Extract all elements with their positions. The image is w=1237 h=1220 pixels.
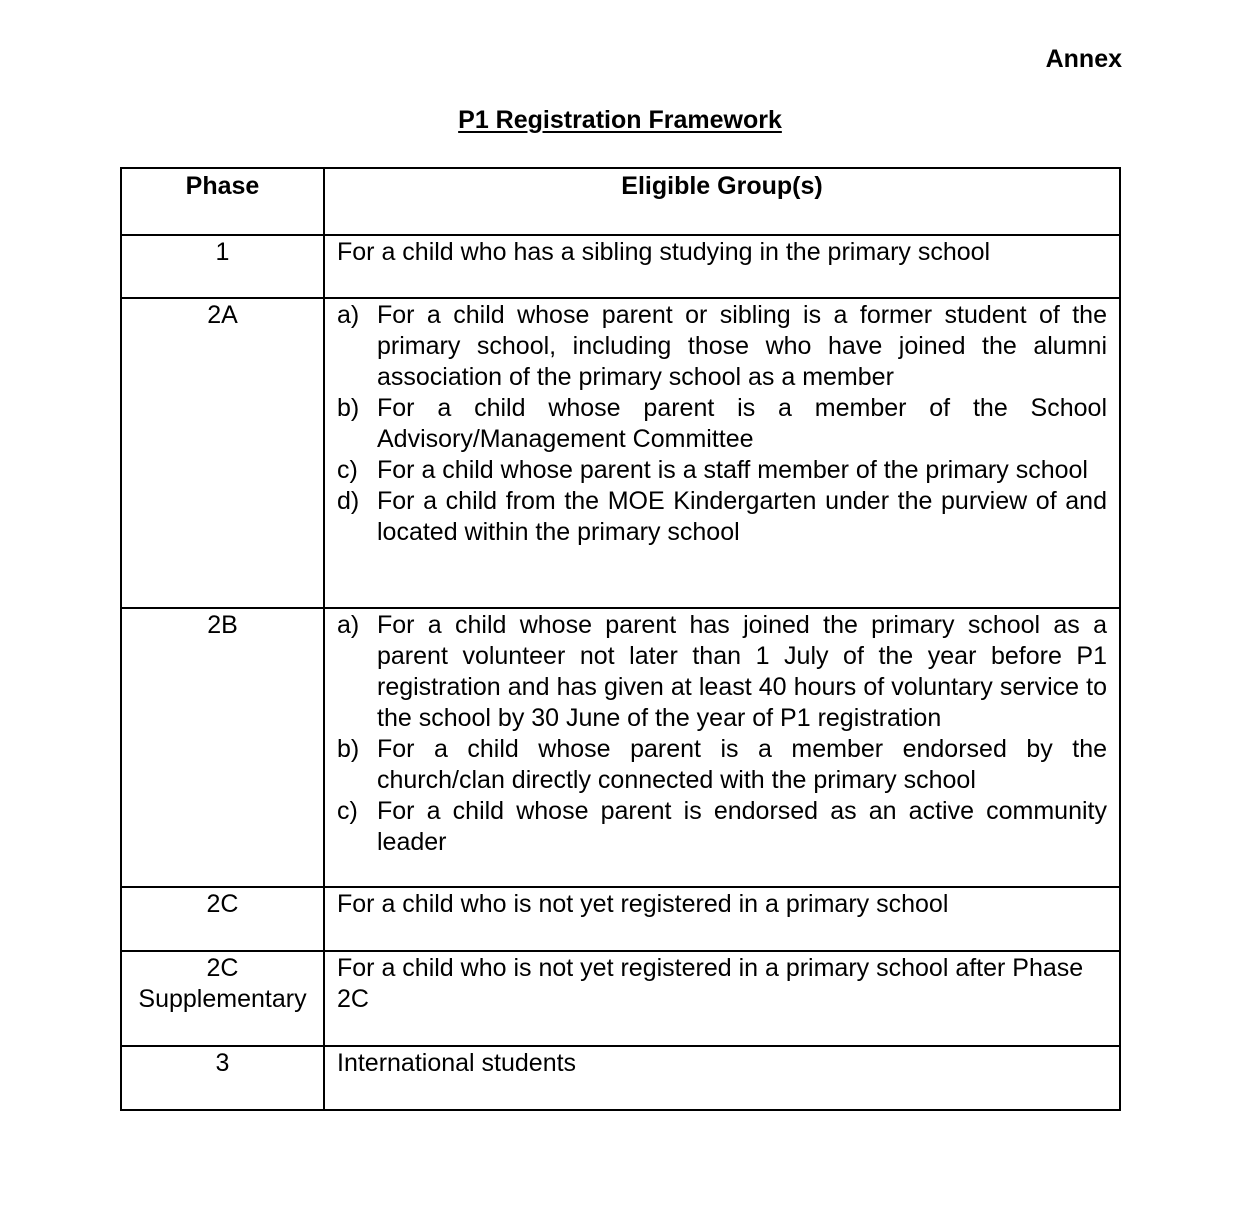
list-item bbox=[337, 393, 1107, 455]
column-header-phase: Phase bbox=[121, 168, 324, 235]
list-marker: b) bbox=[337, 735, 360, 763]
table-row bbox=[121, 608, 1120, 887]
table-row bbox=[121, 298, 1120, 608]
list-marker: d) bbox=[337, 487, 360, 515]
annex-label: Annex bbox=[1045, 45, 1122, 73]
eligible-group-cell: International students bbox=[324, 1046, 1120, 1110]
table-row bbox=[121, 887, 1120, 951]
phase-cell: 2C bbox=[121, 887, 324, 951]
list-marker: a) bbox=[337, 611, 360, 639]
phase-cell: 1 bbox=[121, 235, 324, 298]
list-item bbox=[337, 455, 1107, 486]
phase-cell: 2B bbox=[121, 608, 324, 887]
eligible-group-list bbox=[337, 610, 1107, 858]
list-item-text: For a child from the MOE Kindergarten under the purview of and located within the primary school bbox=[377, 487, 1107, 546]
list-marker: a) bbox=[337, 301, 360, 329]
table-header-row bbox=[121, 168, 1120, 235]
list-item bbox=[337, 300, 1107, 393]
eligible-group-cell bbox=[324, 608, 1120, 887]
eligible-group-cell: For a child who is not yet registered in a primary school bbox=[324, 887, 1120, 951]
eligible-group-cell: For a child who has a sibling studying in the primary school bbox=[324, 235, 1120, 298]
list-marker: b) bbox=[337, 394, 360, 422]
list-item-text: For a child whose parent is endorsed as an active community leader bbox=[377, 797, 1107, 856]
list-marker: c) bbox=[337, 456, 358, 484]
table-row bbox=[121, 235, 1120, 298]
phase-line: 2C bbox=[206, 954, 239, 982]
list-item-text: For a child whose parent has joined the primary school as a parent volunteer not later than 1 July of the year before P1 registration and has given at least 40 hours of voluntary service to the school by 30 June of the year of P1 registration bbox=[377, 611, 1107, 732]
column-header-eligible-groups: Eligible Group(s) bbox=[324, 168, 1120, 235]
list-item-text: For a child whose parent is a staff member of the primary school bbox=[377, 456, 1088, 484]
phase-cell: 3 bbox=[121, 1046, 324, 1110]
eligible-group-list bbox=[337, 300, 1107, 548]
list-item-text: For a child whose parent is a member of the School Advisory/Management Committee bbox=[377, 394, 1107, 453]
list-marker: c) bbox=[337, 797, 358, 825]
list-item bbox=[337, 796, 1107, 858]
phase-cell bbox=[121, 951, 324, 1046]
phase-cell: 2A bbox=[121, 298, 324, 608]
document-title: P1 Registration Framework bbox=[458, 106, 782, 134]
list-item-text: For a child whose parent or sibling is a former student of the primary school, including those who have joined the alumni association of the primary school as a member bbox=[377, 301, 1107, 391]
list-item bbox=[337, 610, 1107, 734]
table-row bbox=[121, 1046, 1120, 1110]
eligible-group-cell: For a child who is not yet registered in a primary school after Phase 2C bbox=[324, 951, 1120, 1046]
list-item bbox=[337, 734, 1107, 796]
phase-line: Supplementary bbox=[138, 985, 307, 1013]
list-item bbox=[337, 486, 1107, 548]
list-item-text: For a child whose parent is a member endorsed by the church/clan directly connected with the primary school bbox=[377, 735, 1107, 794]
table-row bbox=[121, 951, 1120, 1046]
eligible-group-cell bbox=[324, 298, 1120, 608]
registration-framework-table bbox=[120, 167, 1121, 1111]
